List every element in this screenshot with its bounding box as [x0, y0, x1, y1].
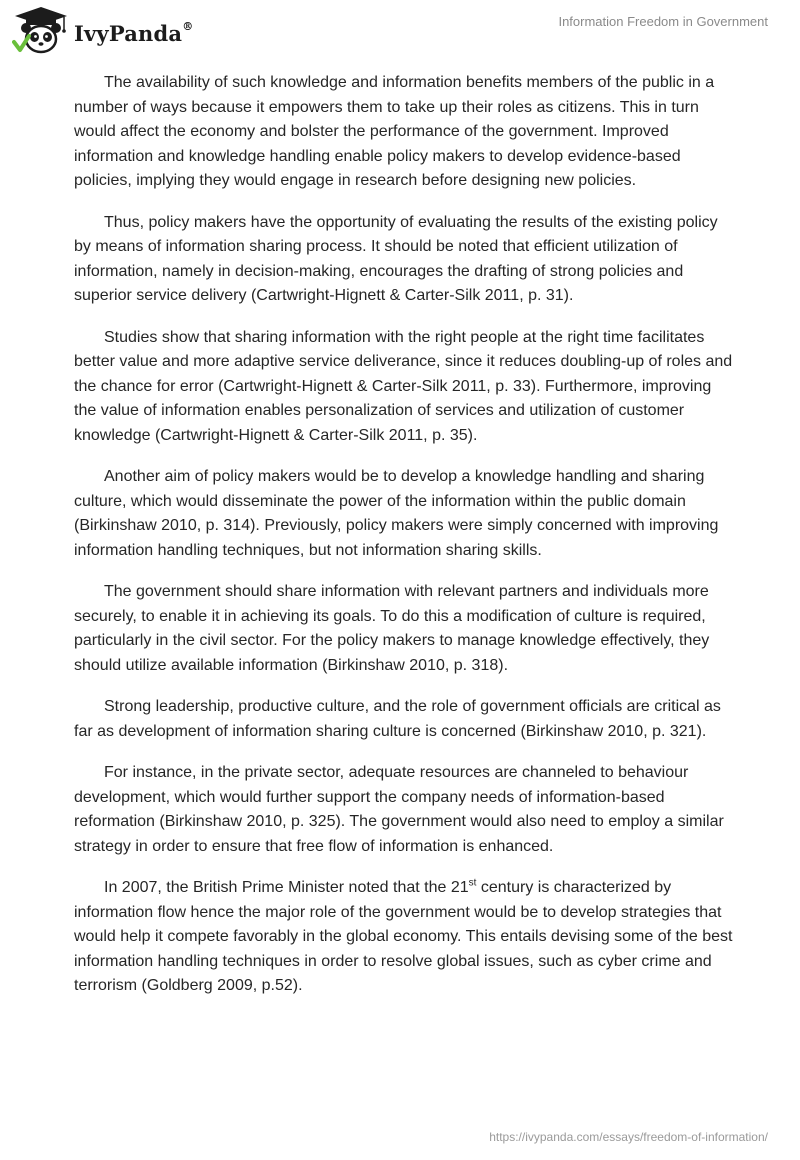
paragraph: Strong leadership, productive culture, and the role of government officials are critical as far as development of information sharing culture is concerned (Birkinshaw 2010, p. 321).	[74, 698, 721, 740]
ivypanda-logo[interactable]	[12, 6, 193, 56]
source-url-link[interactable]: https://ivypanda.com/essays/freedom-of-information/	[489, 1130, 768, 1144]
paragraph: Thus, policy makers have the opportunity of evaluating the results of the existing policy by means of information sharing process. It should be noted that efficient utilization of information, namely in decision-making, encourages the drafting of strong policies and superior service delivery (Cartwright-Hignett & Carter-Silk 2011, p. 31).	[74, 213, 718, 304]
paragraph: The government should share information with relevant partners and individuals more securely, to enable it in achieving its goals. To do this a modification of culture is required, particularly in the civil sector. For the policy makers to manage knowledge effectively, they should utilize available information (Birkinshaw 2010, p. 318).	[74, 583, 710, 674]
panda-graduate-icon	[12, 6, 70, 56]
brand-name	[74, 21, 193, 46]
paragraph-text-before: In 2007, the British Prime Minister noted that the 21	[104, 879, 469, 896]
paragraph-last	[74, 876, 734, 999]
paragraph: Studies show that sharing information with the right people at the right time facilitates better value and more adaptive service deliverance, since it reduces doubling-up of roles and the chance for error (Cartwright-Hignett & Carter-Silk 2011, p. 33). Furthermore, improving the value of information enables personalization of services and utilization of customer knowledge (Cartwright-Hignett & Carter-Silk 2011, p. 35).	[74, 328, 733, 444]
paragraph: Another aim of policy makers would be to develop a knowledge handling and sharing culture, which would disseminate the power of the information within the public domain (Birkinshaw 2010, p. 314). Previously, policy makers were simply concerned with improving information handling techniques, but not information sharing skills.	[74, 468, 719, 559]
ordinal-suffix: st	[468, 877, 477, 889]
paragraph: The availability of such knowledge and information benefits members of the public in a number of ways because it empowers them to take up their roles as citizens. This in turn would affect the economy and bolster the performance of the government. Improved information and knowledge handling enable policy makers to develop evidence-based policies, implying they would engage in research before designing new policies.	[74, 74, 715, 189]
page-header	[0, 0, 800, 60]
registered-mark: ®	[182, 19, 194, 33]
essay-body	[74, 71, 734, 1016]
paragraph-text-after: century is characterized by information flow hence the major role of the government would be to develop strategies that would help it compete favorably in the global economy. This entails devising some of the best information handling techniques in order to resolve global issues, such as cyber crime and terrorism (Goldberg 2009, p.52).	[74, 879, 733, 994]
brand-wordmark: IvyPanda	[74, 20, 183, 46]
paragraph: For instance, in the private sector, adequate resources are channeled to behaviour development, which would further support the company needs of information-based reformation (Birkinshaw 2010, p. 325). The government would also need to employ a similar strategy in order to ensure that free flow of information is enhanced.	[74, 764, 724, 855]
running-title: Information Freedom in Government	[558, 14, 768, 29]
